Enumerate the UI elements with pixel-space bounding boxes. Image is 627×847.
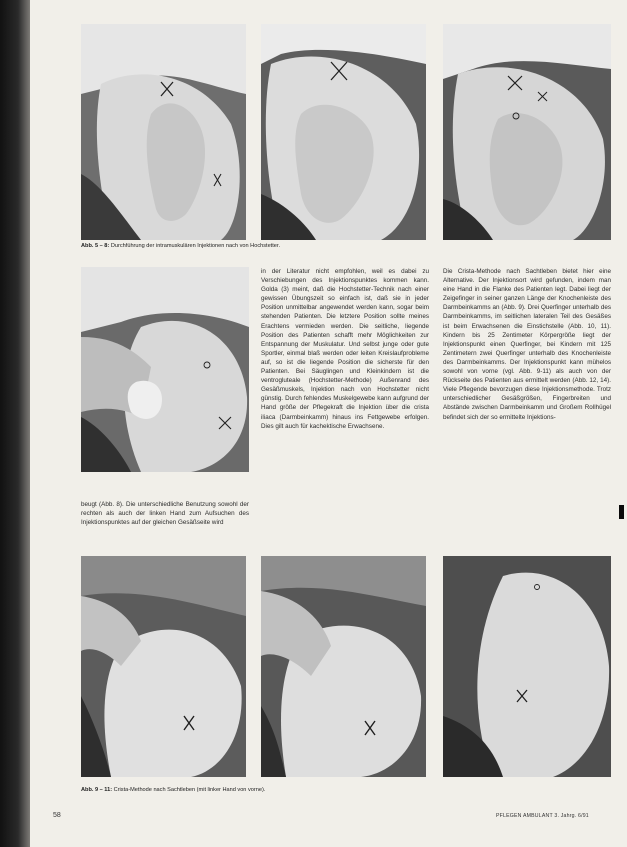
caption-text: Durchführung der intramuskulären Injektionen nach von Hochstetter. (110, 243, 281, 249)
page-number: 58 (53, 812, 61, 819)
photo-fig-8 (81, 267, 249, 472)
figure-caption-bottom (81, 787, 265, 794)
magazine-page (30, 0, 627, 847)
photo-fig-7 (443, 24, 611, 240)
photo-fig-11 (443, 556, 611, 777)
page-tab-marker (619, 505, 624, 519)
journal-footer: PFLEGEN AMBULANT 3. Jahrg. 6/91 (496, 813, 589, 819)
photo-fig-5 (81, 24, 246, 240)
caption-label: Abb. 9 – 11: (81, 787, 113, 793)
figure-caption-top (81, 243, 280, 250)
text-column-left: beugt (Abb. 8). Die unterschiedliche Benutzung sowohl der rechten als auch der linken Hand zum Aufsuchen des Injektionspunktes auf der gleichen Gesäßseite wird (81, 501, 249, 527)
caption-label: Abb. 5 – 8: (81, 243, 110, 249)
photo-fig-10 (261, 556, 426, 777)
photo-fig-6 (261, 24, 426, 240)
caption-text: Crista-Methode nach Sachtleben (mit linker Hand von vorne). (113, 787, 266, 793)
text-column-middle: in der Literatur nicht empfohlen, weil es dabei zu Verschiebungen des Injektionspunktes kommen kann. Golda (3) meint, daß die Hochstetter-Technik nach einer gewissen Übungszeit so einfach ist, daß sie in jeder Position unmittelbar angewendet werden kann, sogar beim stehenden Patienten. Die letztere Position sollte meines Erachtens vermieden werden. Die seitliche, liegende Position des Patienten schafft mehr Möglichkeiten zur Entspannung der Muskulatur. Und selbst junge oder gute Sportler, einmal blaß werden oder leiten Kreislaufprobleme auf, so ist die liegende Position die sicherste für den Patienten. Bei Säuglingen und Kleinkindern ist die ventrogluteale (Hochstetter-Methode) Außenrand des Gesäßmuskels, Injektion nach von Hochstetter nicht günstig. Durch fehlendes Muskelgewebe kann aufgrund der Hand größe der Pflegekraft die Injektion über die crista iliaca (Darmbeinkamm) hinaus ins Fettgewebe erfolgen. Dies gilt auch für kachektische Erwachsene. (261, 268, 429, 430)
binding-edge (0, 0, 30, 847)
photo-fig-9 (81, 556, 246, 777)
text-column-right: Die Crista-Methode nach Sachtleben bietet hier eine Alternative. Der Injektionsort wird gefunden, indem man eine Hand in die Flanke des Patienten legt. Dabei liegt der Zeigefinger in seiner ganzen Länge der Knochenleiste des Darmbeinkamms an (Abb. 9). Drei Querfinger unterhalb des Darmbeinkamms, im seitlichen lateralen Teil des Gesäßes ist beim Erwachsenen die Einstichstelle (Abb. 10, 11). Kindern bis 25 Zentimeter Körpergröße liegt der Injektionspunkt einen Querfinger, bei Kindern mit 125 Zentimetern zwei Querfinger unterhalb des Knochenleiste des Darmbeinkamms. Der Injektionspunkt kann mühelos sowohl von vorne (vgl. Abb. 9-11) als auch von der Rückseite des Patienten aus ermittelt werden (Abb. 12, 14). Viele Pflegende bevorzugen diese Injektionsmethode. Trotz unterschiedlicher Gesäßgrößen, Fingerbreiten und Abstände zwischen Darmbeinkamm und Großem Rollhügel befindet sich der so ermittelte Injektions- (443, 268, 611, 421)
